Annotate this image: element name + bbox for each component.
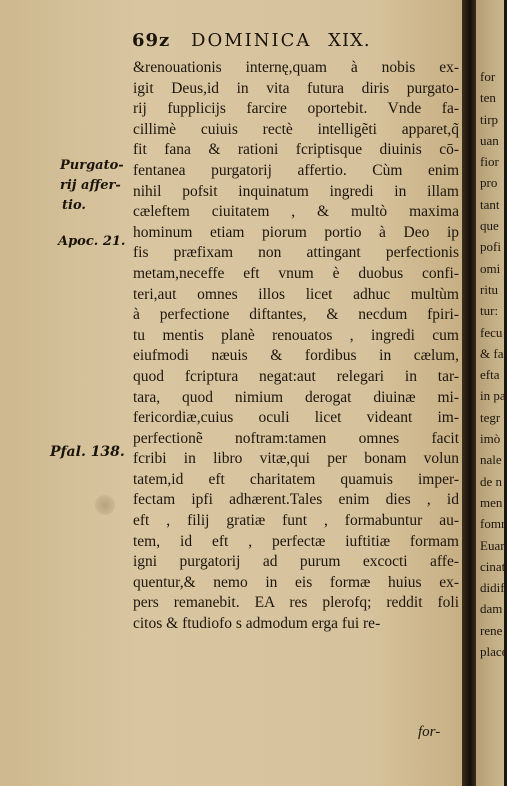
margin-note-psalm: Pfal. 138. (50, 444, 125, 460)
text-line: fentanea purgatorij affertio. Cùm enim (133, 161, 459, 179)
text-line: tu mentis planè renouatos , ingredi cum (133, 326, 459, 344)
facing-page-fragment: rene (480, 622, 503, 638)
text-line: pers remanebit. EA res plerofq; reddit foli (133, 594, 459, 612)
facing-page-fragment: omi (480, 260, 501, 276)
text-line: fit fana & rationi fcriptisque diuinis cō- (133, 141, 459, 159)
text-line: perfectionẽ noftram:tamen omnes facit (133, 429, 459, 447)
facing-page-fragment: tur: (480, 303, 499, 319)
text-line: igit Deus,id in vita futura diris purgato- (133, 79, 459, 97)
text-line: fectam ipfi adhærent.Tales enim dies , id (133, 491, 459, 509)
facing-page-fragment: efta (480, 367, 500, 383)
text-line: tara, quod nimium derogat diuinæ mi- (133, 388, 459, 406)
facing-page-fragment: que (480, 218, 499, 234)
facing-page-fragment: ten (480, 90, 496, 106)
facing-page-fragment: fior (480, 154, 499, 170)
facing-page-fragment: pofi (480, 239, 501, 255)
text-line: metam,neceffe eft vnum è duobus confi- (133, 264, 459, 282)
text-line: hominum etiam piorum portio à Deo ip (133, 223, 459, 241)
text-line: tatem,id eft charitatem quamuis imper- (133, 470, 459, 488)
facing-page-fragment: for (480, 69, 496, 84)
margin-note-purgatory-line2: rij affer- (60, 178, 121, 193)
running-header (132, 30, 371, 51)
facing-page-fragment: didif (480, 580, 505, 596)
facing-page-edge (476, 0, 507, 786)
text-line: rij fupplicijs farcire oportebit. Vnde fa- (133, 100, 459, 118)
facing-page-fragment: nale (480, 452, 502, 468)
text-line: fericordiæ,cuius oculi licet videant im- (133, 409, 459, 427)
facing-page-fragment: cinat (480, 558, 506, 574)
facing-page-fragment: pro (480, 175, 498, 191)
margin-note-apocalypse: Apoc. 21. (58, 234, 126, 249)
text-line: à perfectione diftantes, & necdum fpiri- (133, 306, 459, 324)
body-text (133, 58, 459, 635)
facing-page-fragment: tirp (480, 111, 499, 127)
facing-page-fragment: ritu (480, 281, 499, 297)
text-line: eiufmodi næuis & fordibus in cælum, (133, 347, 459, 365)
text-line: teri,aut omnes illos licet adhuc multùm (133, 285, 459, 303)
header-subtitle: XIX. (328, 30, 371, 51)
text-line: quentur,& nemo in eis formæ huius ex- (133, 573, 459, 591)
catchword: for- (418, 724, 441, 740)
facing-page-fragment: men (480, 494, 503, 510)
facing-page-fragment: dam (480, 601, 503, 617)
facing-page-fragment: in pa (480, 388, 506, 404)
facing-page-fragment: Euar (480, 537, 505, 553)
text-line: eft , filij gratiæ funt , formabuntur au- (133, 512, 459, 530)
text-line: nihil pofsit inquinatum ingredi in illam (133, 182, 459, 200)
text-line: igni purgatorij ad purum excocti affe- (133, 553, 459, 571)
facing-page-fragment: tegr (480, 409, 501, 425)
facing-page-fragment: place (480, 644, 507, 660)
text-line: &renouationis internę,quam à nobis ex- (133, 59, 459, 76)
facing-page-fragment: imò (480, 431, 501, 447)
text-line: tem, id eft , perfectæ iuftitiæ formam (133, 532, 459, 550)
text-line: fis præfixam non attingant perfectionis (133, 244, 459, 262)
facing-page-fragment: tant (480, 196, 500, 212)
header-title: DOMINICA (191, 30, 312, 51)
text-line: citos & ftudiofo s admodum erga fui re- (133, 615, 381, 633)
facing-page-fragment: fecu (480, 324, 503, 340)
text-line: cillimè cuiuis rectè intelligẽti apparet,q̃ (133, 120, 459, 138)
facing-page-fragment: & fa (480, 345, 504, 361)
facing-page-fragments (476, 66, 507, 662)
text-line: fcribi in libro vitæ,qui per bonam volun (133, 450, 459, 468)
facing-page-fragment: de n (480, 473, 503, 489)
ink-smudge (95, 495, 115, 515)
text-line: quod fcriptura negat:aut relegari in tar- (133, 367, 459, 385)
facing-page-fragment: fomr (480, 516, 506, 532)
text-line: cæleftem ciuitatem , & multò maxima (133, 203, 459, 221)
facing-page-fragment: uan (480, 132, 499, 148)
margin-note-purgatory-line3: tio. (62, 198, 86, 213)
page-number: 69z (132, 30, 171, 51)
margin-note-purgatory-line1: Purgato- (60, 158, 124, 173)
